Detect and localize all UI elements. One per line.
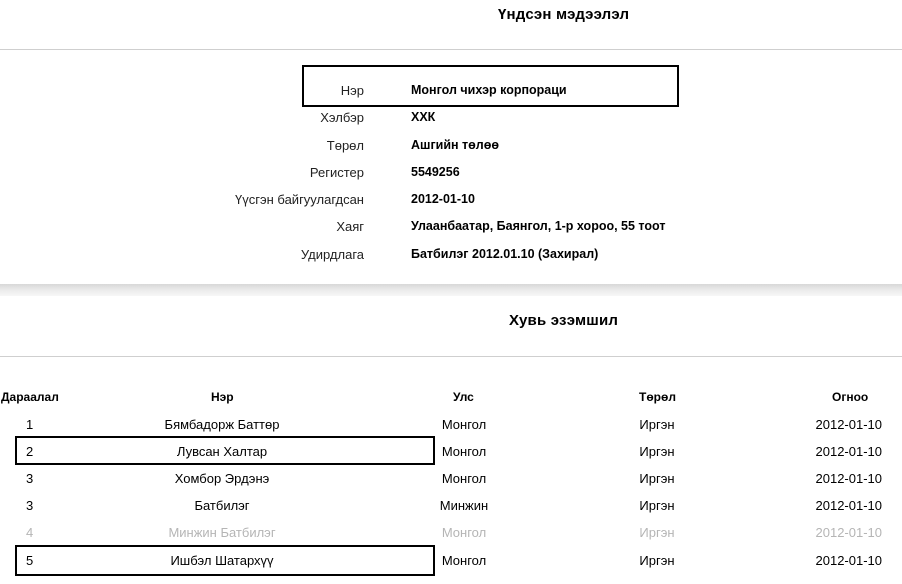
cell-country: Минжин xyxy=(439,498,489,513)
column-header-type: Төрөл xyxy=(639,390,676,404)
cell-country: Монгол xyxy=(441,444,487,459)
cell-type: Иргэн xyxy=(639,417,675,432)
cell-country: Монгол xyxy=(441,553,487,568)
column-header-index: Дараалал xyxy=(1,390,59,404)
cell-name: Хомбор Эрдэнэ xyxy=(174,471,270,486)
info-key: Нэр xyxy=(340,83,364,98)
info-row-type xyxy=(0,138,902,158)
cell-type: Иргэн xyxy=(639,471,675,486)
cell-name: Бямбадорж Баттөр xyxy=(164,417,280,432)
table-row xyxy=(0,417,902,439)
cell-index: 2 xyxy=(26,444,34,459)
section-separator xyxy=(0,284,902,296)
ownership-title: Хувь эзэмшил xyxy=(509,312,619,329)
cell-date: 2012-01-10 xyxy=(815,444,882,459)
info-value: Батбилэг 2012.01.10 (Захирал) xyxy=(411,247,599,261)
info-row-address xyxy=(0,219,902,239)
info-key: Төрөл xyxy=(326,138,364,153)
info-row-management xyxy=(0,247,902,267)
info-value: ХХК xyxy=(411,110,436,124)
cell-date: 2012-01-10 xyxy=(815,471,882,486)
info-row-name xyxy=(0,83,902,103)
info-row-register xyxy=(0,165,902,185)
info-row-form xyxy=(0,110,902,130)
cell-index: 4 xyxy=(26,525,34,540)
divider xyxy=(0,49,902,50)
divider xyxy=(0,356,902,357)
cell-name: Минжин Батбилэг xyxy=(168,525,276,540)
info-value: 5549256 xyxy=(411,165,460,179)
cell-type: Иргэн xyxy=(639,498,675,513)
cell-index: 3 xyxy=(26,498,34,513)
cell-index: 1 xyxy=(26,417,34,432)
cell-name: Батбилэг xyxy=(194,498,250,513)
cell-index: 5 xyxy=(26,553,34,568)
cell-type: Иргэн xyxy=(639,444,675,459)
cell-date: 2012-01-10 xyxy=(815,525,882,540)
cell-type: Иргэн xyxy=(639,553,675,568)
info-row-founded xyxy=(0,192,902,212)
info-value: Монгол чихэр корпораци xyxy=(411,83,567,97)
info-key: Хаяг xyxy=(336,219,364,234)
info-value: Улаанбаатар, Баянгол, 1-р хороо, 55 тоот xyxy=(411,219,666,233)
column-header-name: Нэр xyxy=(211,390,234,404)
cell-country: Монгол xyxy=(441,525,487,540)
table-row xyxy=(0,471,902,493)
column-header-country: Улс xyxy=(453,390,474,404)
info-key: Регистер xyxy=(309,165,364,180)
cell-index: 3 xyxy=(26,471,34,486)
cell-date: 2012-01-10 xyxy=(815,498,882,513)
cell-name: Ишбэл Шатархүү xyxy=(170,553,274,568)
table-row xyxy=(0,553,902,575)
cell-country: Монгол xyxy=(441,471,487,486)
info-value: 2012-01-10 xyxy=(411,192,475,206)
cell-date: 2012-01-10 xyxy=(815,417,882,432)
cell-country: Монгол xyxy=(441,417,487,432)
table-row xyxy=(0,444,902,466)
info-key: Удирдлага xyxy=(300,247,364,262)
cell-date: 2012-01-10 xyxy=(815,553,882,568)
cell-type: Иргэн xyxy=(639,525,675,540)
info-key: Хэлбэр xyxy=(320,110,364,125)
column-header-date: Огноо xyxy=(832,390,869,404)
info-value: Ашгийн төлөө xyxy=(411,138,500,152)
table-row xyxy=(0,525,902,547)
main-info-title: Үндсэн мэдээлэл xyxy=(498,6,630,23)
info-key: Үүсгэн байгуулагдсан xyxy=(235,192,364,207)
cell-name: Лувсан Халтар xyxy=(176,444,268,459)
table-row xyxy=(0,498,902,520)
